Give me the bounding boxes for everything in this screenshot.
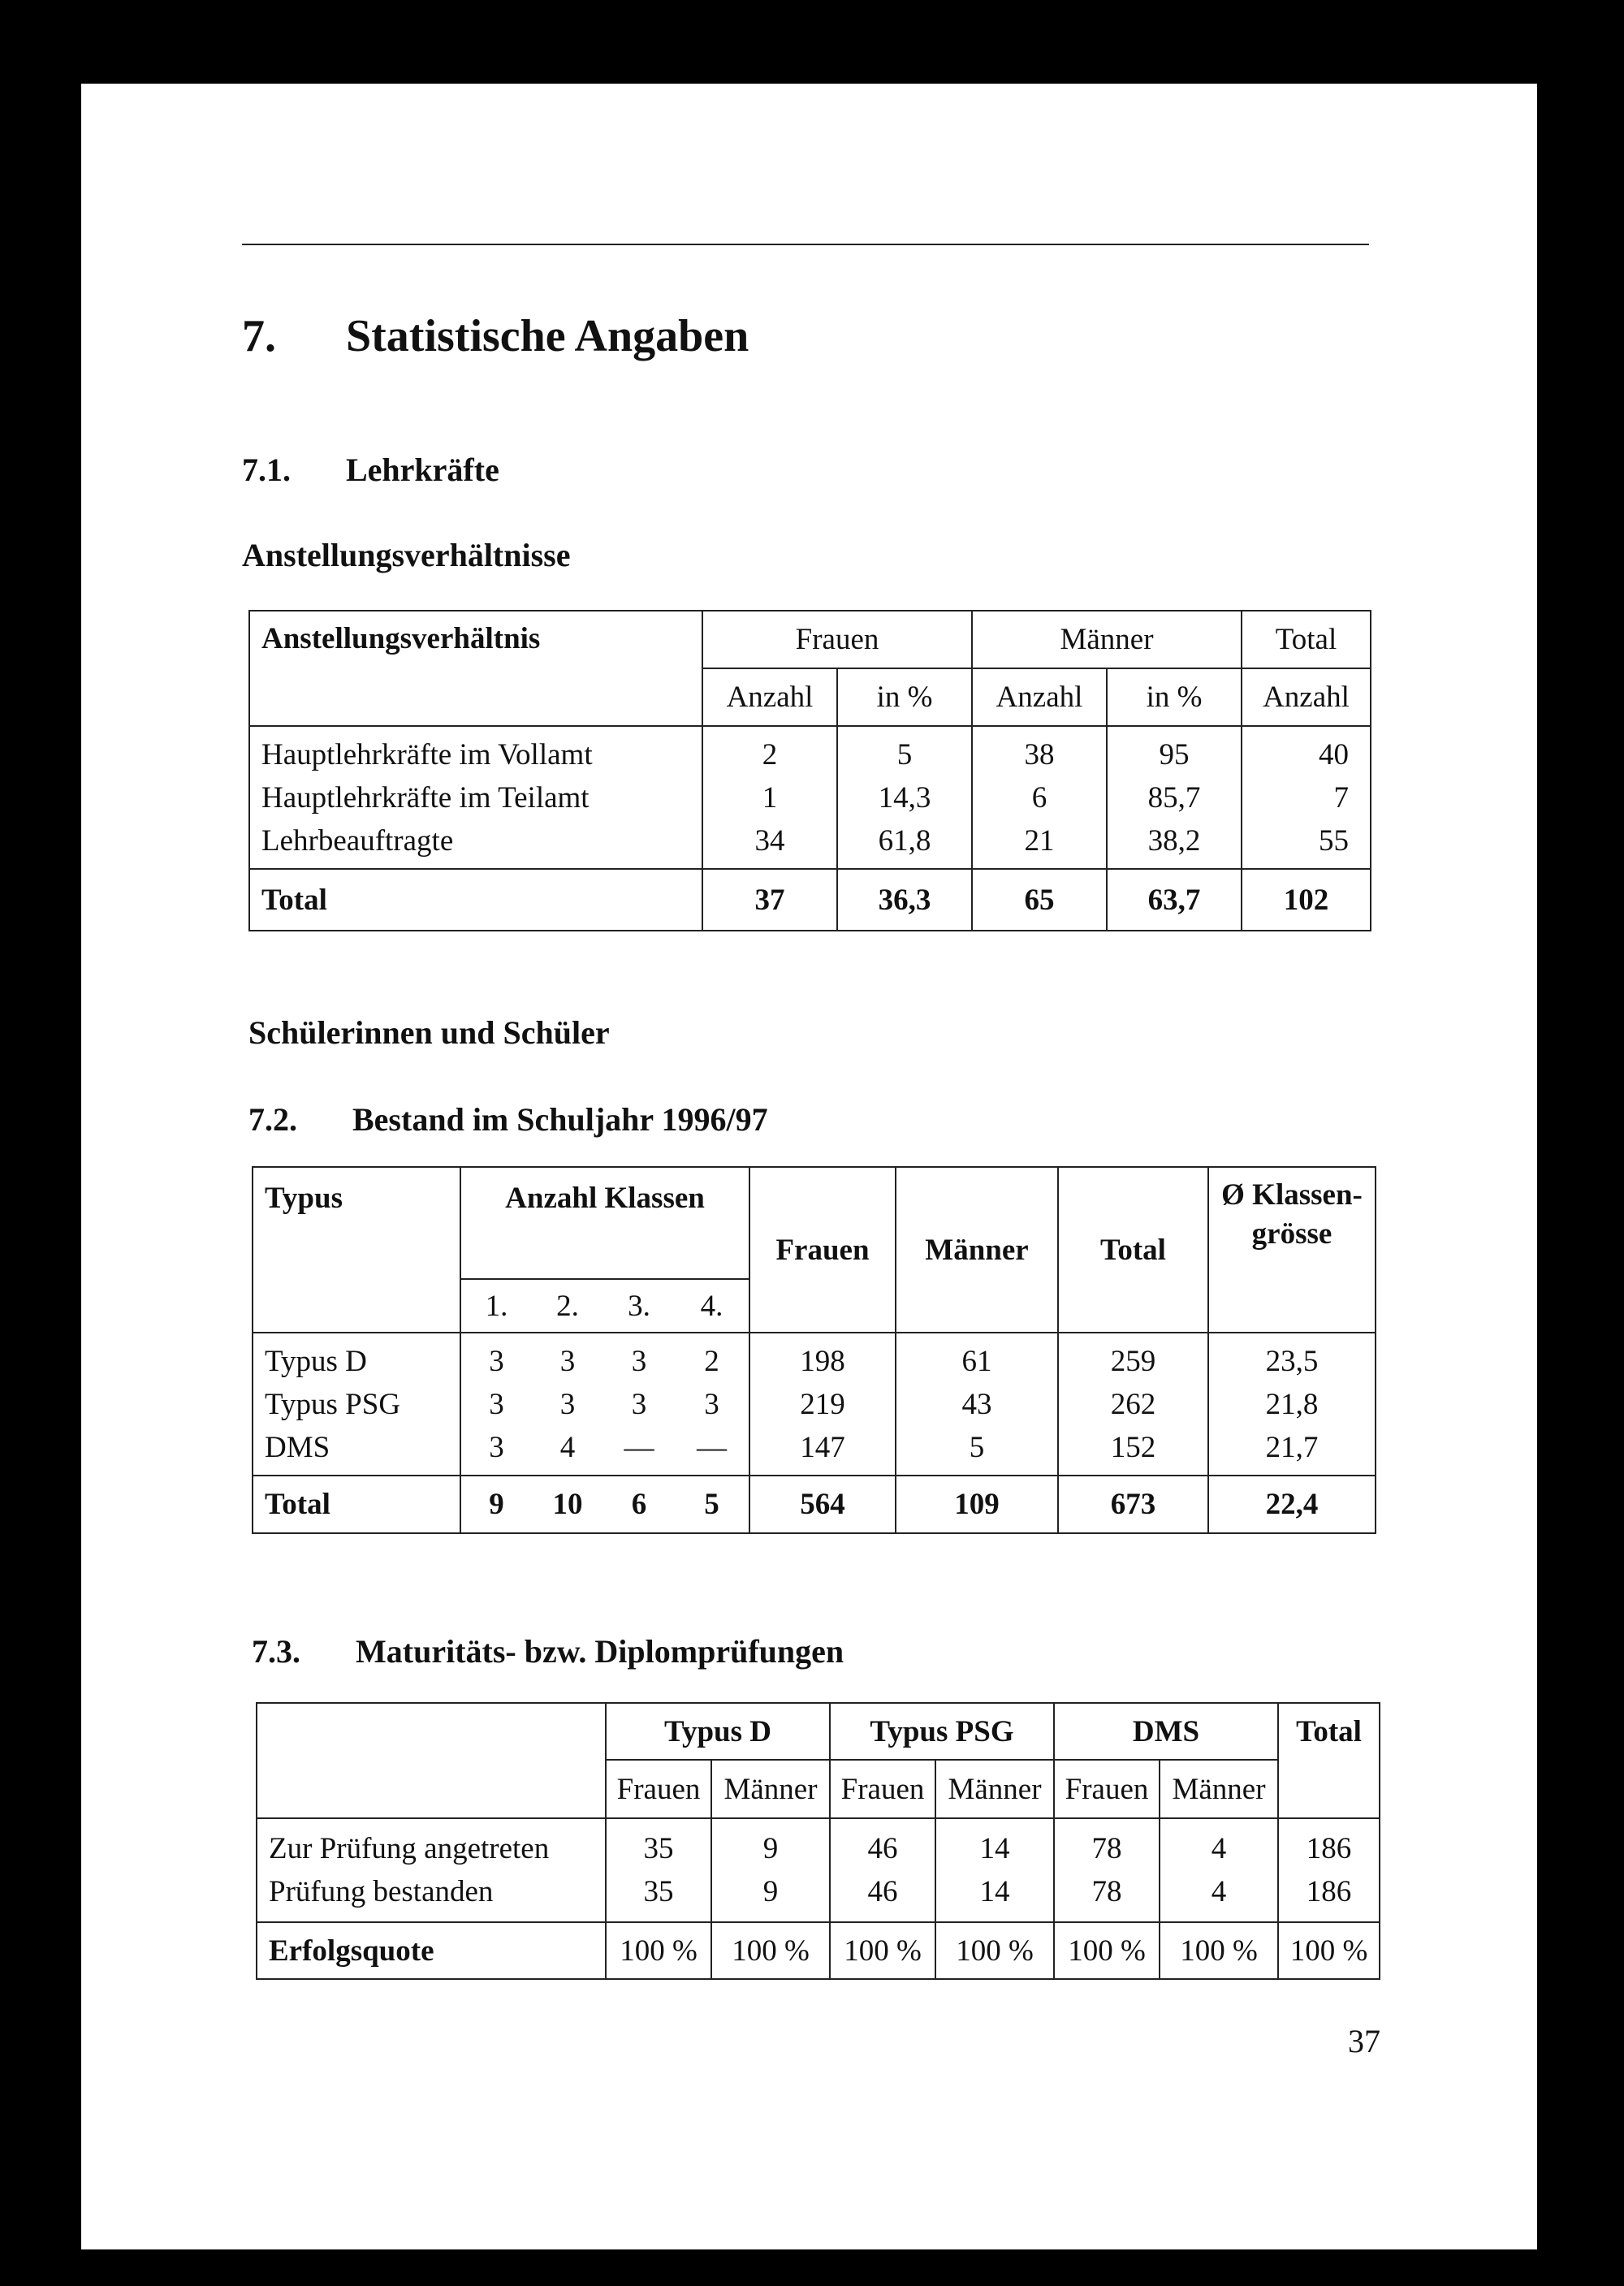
t1-cell: 2	[762, 737, 778, 771]
heading-7-3-number: 7.3.	[252, 1633, 300, 1670]
t1-header-frauen: Frauen	[702, 611, 972, 668]
t2-cell: 23,5	[1265, 1344, 1319, 1378]
t2-cell: 43	[961, 1387, 992, 1421]
t1-cell: 38	[1024, 737, 1055, 771]
t3-header-empty	[257, 1703, 606, 1818]
t2-total-cell: 673	[1058, 1476, 1208, 1533]
t3-group-header: Typus PSG	[830, 1703, 1054, 1760]
t3-row-label: Prüfung bestanden	[269, 1875, 494, 1908]
section-heading	[242, 310, 749, 362]
t3-cell: 4	[1211, 1832, 1227, 1865]
t2-header-avg-line: Ø Klassen-	[1221, 1178, 1363, 1212]
heading-7-3-title: Maturitäts- bzw. Diplomprüfungen	[356, 1633, 844, 1670]
t2-col-maenner	[896, 1333, 1058, 1476]
t1-cell: 40	[1319, 737, 1349, 771]
t3-cell: 14	[979, 1875, 1010, 1908]
t2-header-maenner: Männer	[896, 1167, 1058, 1333]
t1-cell: 7	[1333, 780, 1349, 815]
t2-cell: 4	[559, 1430, 576, 1464]
t2-total-cell: 109	[896, 1476, 1058, 1533]
t1-row-label: Lehrbeauftragte	[261, 823, 454, 858]
heading-7-3	[252, 1632, 844, 1670]
t1-total-cell: 37	[702, 869, 837, 931]
t2-year: 1.	[460, 1279, 532, 1333]
t2-cell: 3	[489, 1387, 504, 1421]
t1-header-total: Total	[1242, 611, 1371, 668]
t2-header-frauen: Frauen	[749, 1167, 896, 1333]
t2-total-label: Total	[253, 1476, 460, 1533]
t1-sub-header: in %	[837, 668, 972, 726]
t2-cell: 3	[559, 1387, 576, 1421]
t2-row-label: Typus D	[265, 1344, 367, 1378]
t2-total-cell: 9	[460, 1476, 532, 1533]
t1-row-label: Hauptlehrkräfte im Teilamt	[261, 780, 590, 815]
t1-total-cell: 36,3	[837, 869, 972, 931]
t3-cell: 186	[1306, 1832, 1352, 1865]
t3-total-cell: 100 %	[711, 1922, 830, 1979]
t3-cell: 78	[1091, 1875, 1122, 1908]
t3-cell: 35	[643, 1875, 674, 1908]
t1-sub-header: Anzahl	[1242, 668, 1371, 726]
t3-total-label: Erfolgsquote	[257, 1922, 606, 1979]
t1-total-cell: 63,7	[1107, 869, 1242, 931]
t2-total-cell: 564	[749, 1476, 896, 1533]
t3-cell: 35	[643, 1832, 674, 1865]
t3-cell: 46	[867, 1832, 898, 1865]
t2-col-k3	[603, 1333, 675, 1476]
t2-year: 4.	[675, 1279, 749, 1333]
subheading-schueler: Schülerinnen und Schüler	[248, 1014, 610, 1051]
heading-7-2	[248, 1100, 768, 1139]
t2-col-k4	[675, 1333, 749, 1476]
page-number: 37	[1348, 2023, 1380, 2059]
t1-cell: 85,7	[1147, 780, 1201, 815]
t1-sub-header: Anzahl	[702, 668, 837, 726]
t2-total-cell: 6	[603, 1476, 675, 1533]
t2-cell: 3	[631, 1387, 647, 1421]
t2-cell: 61	[961, 1344, 992, 1378]
t3-total-cell: 100 %	[606, 1922, 711, 1979]
t2-cell: 3	[704, 1387, 719, 1421]
t1-total-cell: 102	[1242, 869, 1371, 931]
t2-cell: —	[697, 1430, 727, 1464]
t2-cell: 2	[704, 1344, 719, 1378]
t2-cell: 5	[969, 1430, 985, 1464]
t2-col-avg	[1208, 1333, 1376, 1476]
t3-sub-header: Frauen	[1054, 1760, 1160, 1818]
t1-col-frauen-anzahl	[702, 726, 837, 869]
t3-total-cell: 100 %	[1160, 1922, 1278, 1979]
heading-7-1-number: 7.1.	[242, 452, 291, 488]
t2-cell: —	[624, 1430, 654, 1464]
t2-cell: 21,7	[1265, 1430, 1319, 1464]
t3-total-cell: 100 %	[935, 1922, 1054, 1979]
t2-cell: 3	[489, 1430, 504, 1464]
t2-header-typus: Typus	[253, 1167, 460, 1333]
t3-total-cell: 100 %	[830, 1922, 935, 1979]
t3-sub-header: Männer	[711, 1760, 830, 1818]
t2-cell: 219	[800, 1387, 845, 1421]
t3-group-header: DMS	[1054, 1703, 1278, 1760]
table-anstellungsverhaeltnisse	[248, 610, 1371, 931]
t1-col-maenner-anzahl	[972, 726, 1107, 869]
t2-row-label: DMS	[265, 1430, 330, 1464]
t3-sub-header: Männer	[935, 1760, 1054, 1818]
t3-col	[1278, 1818, 1380, 1922]
heading-7-2-title: Bestand im Schuljahr 1996/97	[352, 1101, 768, 1138]
t3-row-label: Zur Prüfung angetreten	[269, 1832, 550, 1865]
t2-year: 3.	[603, 1279, 675, 1333]
t2-cell: 259	[1110, 1344, 1156, 1378]
t1-cell: 95	[1159, 737, 1190, 771]
t3-sub-header: Männer	[1160, 1760, 1278, 1818]
t3-col	[1054, 1818, 1160, 1922]
t3-cell: 14	[979, 1832, 1010, 1865]
t2-col-frauen	[749, 1333, 896, 1476]
table-pruefungen	[256, 1702, 1380, 1980]
t3-cell: 4	[1211, 1875, 1227, 1908]
t1-cell: 6	[1031, 780, 1047, 815]
t3-cell: 9	[762, 1875, 779, 1908]
section-title: Statistische Angaben	[346, 311, 749, 361]
t1-row-label: Hauptlehrkräfte im Vollamt	[261, 737, 593, 771]
t2-col-total	[1058, 1333, 1208, 1476]
t2-header-total: Total	[1058, 1167, 1208, 1333]
t3-group-header: Typus D	[606, 1703, 830, 1760]
t2-col-k1	[460, 1333, 532, 1476]
t3-cell: 46	[867, 1875, 898, 1908]
t2-total-cell: 5	[675, 1476, 749, 1533]
t1-cell: 38,2	[1147, 823, 1201, 858]
t2-year: 2.	[532, 1279, 603, 1333]
t2-row-label: Typus PSG	[265, 1387, 401, 1421]
t1-header-maenner: Männer	[972, 611, 1242, 668]
t2-row-labels	[253, 1333, 460, 1476]
t1-cell: 55	[1319, 823, 1349, 858]
t1-total-cell: 65	[972, 869, 1107, 931]
heading-7-1	[242, 451, 499, 489]
table-bestand	[252, 1166, 1376, 1532]
t1-col-maenner-pct	[1107, 726, 1242, 869]
t3-cell: 186	[1306, 1875, 1352, 1908]
header-rule	[242, 244, 1369, 245]
heading-7-1-title: Lehrkräfte	[346, 452, 499, 488]
t3-cell: 78	[1091, 1832, 1122, 1865]
t2-cell: 3	[489, 1344, 504, 1378]
t2-total-cell: 10	[532, 1476, 603, 1533]
t2-header-avg	[1208, 1167, 1376, 1333]
t3-col	[1160, 1818, 1278, 1922]
t2-total-cell: 22,4	[1208, 1476, 1376, 1533]
t3-col	[711, 1818, 830, 1922]
t3-col	[830, 1818, 935, 1922]
t1-col-total	[1242, 726, 1371, 869]
t2-cell: 3	[559, 1344, 576, 1378]
t2-cell: 152	[1110, 1430, 1156, 1464]
t2-cell: 21,8	[1265, 1387, 1319, 1421]
t3-cell: 9	[762, 1832, 779, 1865]
t1-cell: 21	[1024, 823, 1055, 858]
t2-cell: 3	[631, 1344, 647, 1378]
t1-sub-header: in %	[1107, 668, 1242, 726]
t1-cell: 34	[754, 823, 785, 858]
t3-sub-header: Frauen	[606, 1760, 711, 1818]
t2-cell: 147	[800, 1430, 845, 1464]
t2-header-avg-line: grösse	[1251, 1217, 1332, 1251]
t3-group-header: Total	[1278, 1703, 1380, 1760]
t3-sub-header: Frauen	[830, 1760, 935, 1818]
t1-cell: 14,3	[878, 780, 931, 815]
t1-cell: 1	[762, 780, 778, 815]
t1-total-label: Total	[249, 869, 702, 931]
section-number: 7.	[242, 311, 276, 361]
t3-row-labels	[257, 1818, 606, 1922]
t1-col-frauen-pct	[837, 726, 972, 869]
subheading-anstellung: Anstellungsverhältnisse	[242, 537, 571, 573]
t1-cell: 5	[896, 737, 913, 771]
t2-cell: 262	[1110, 1387, 1156, 1421]
t2-col-k2	[532, 1333, 603, 1476]
t1-sub-header: Anzahl	[972, 668, 1107, 726]
t3-total-cell: 100 %	[1278, 1922, 1380, 1979]
t3-col	[606, 1818, 711, 1922]
t3-total-cell: 100 %	[1054, 1922, 1160, 1979]
t1-cell: 61,8	[878, 823, 931, 858]
t1-row-labels	[249, 726, 702, 869]
heading-7-2-number: 7.2.	[248, 1101, 297, 1138]
t3-col	[935, 1818, 1054, 1922]
t3-sub-header-empty	[1278, 1760, 1380, 1818]
t1-header-label: Anstellungsverhältnis	[249, 611, 702, 726]
t2-header-klassen: Anzahl Klassen	[460, 1167, 749, 1279]
t2-cell: 198	[800, 1344, 845, 1378]
